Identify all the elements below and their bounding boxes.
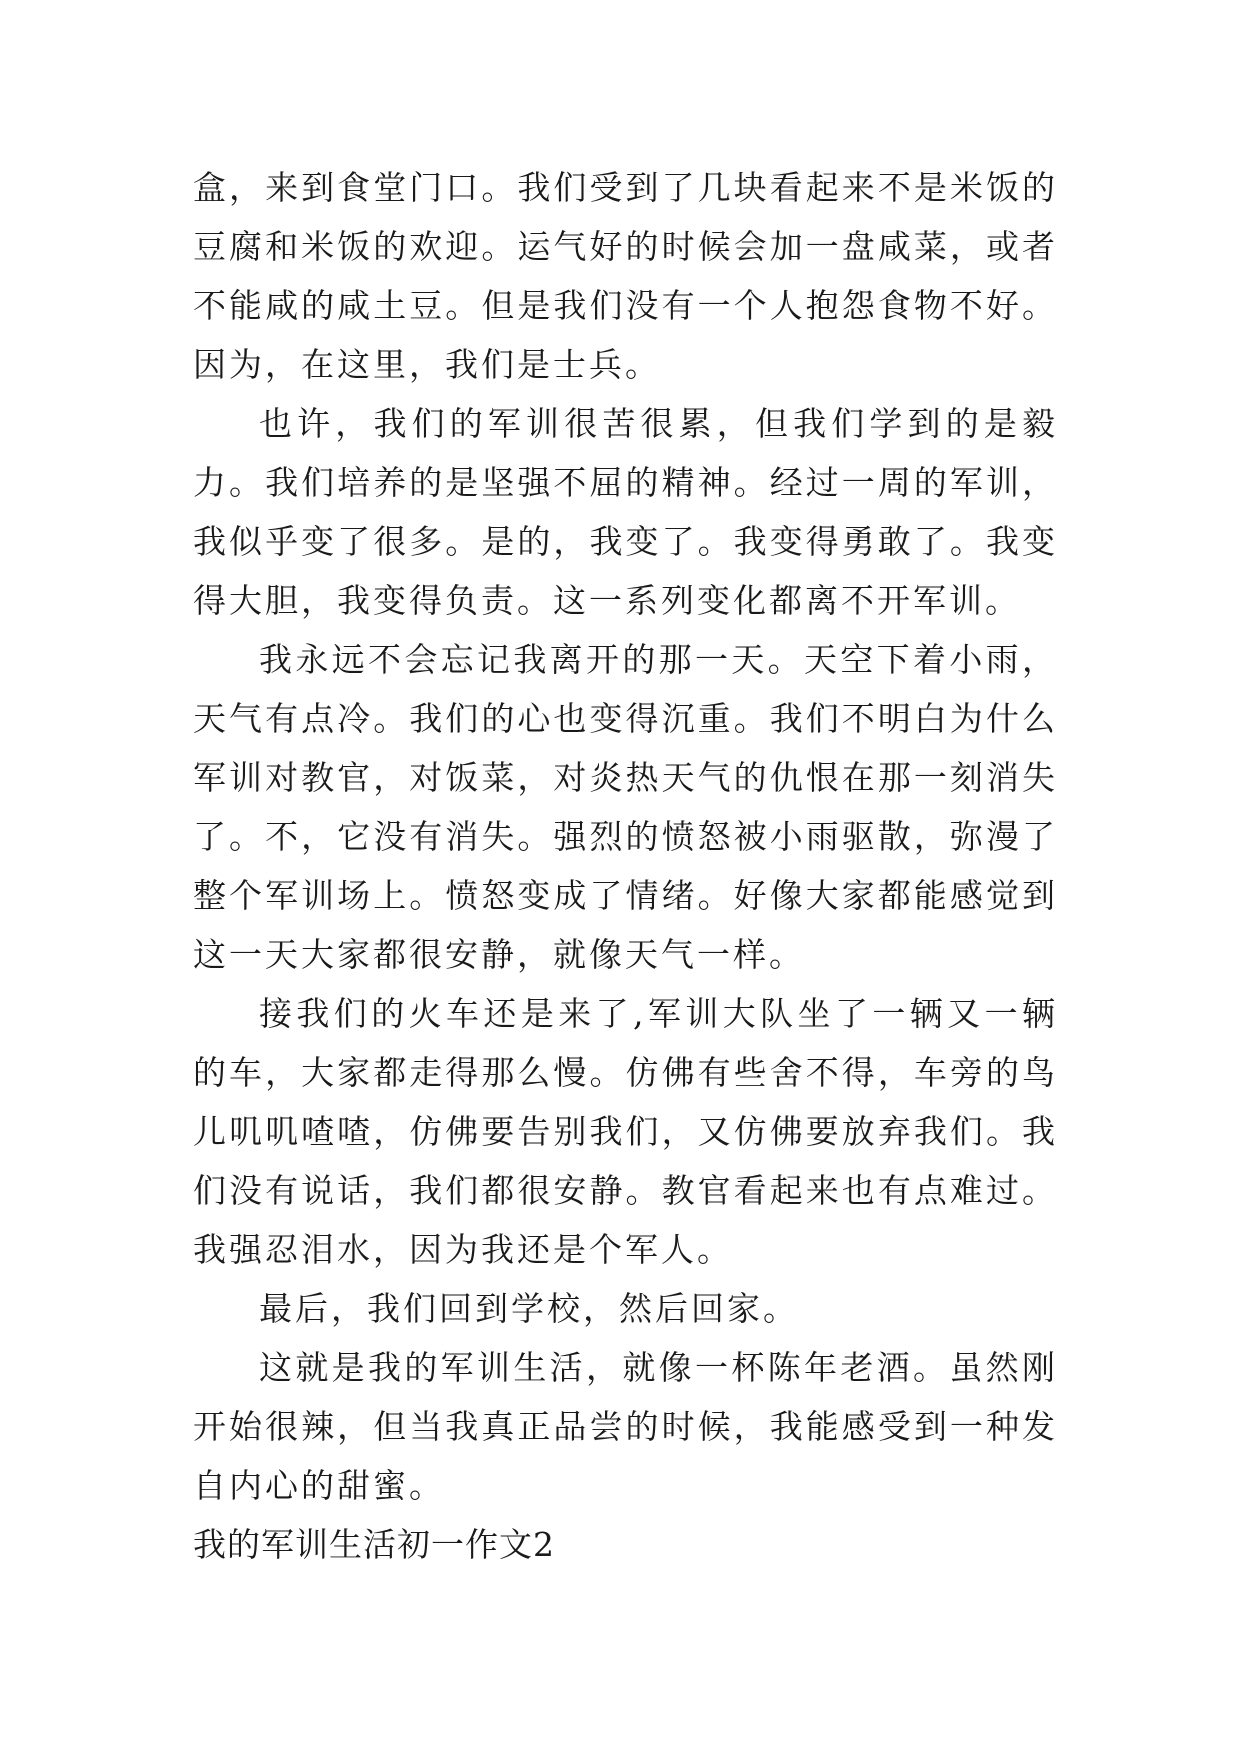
paragraph-4: 接我们的火车还是来了,军训大队坐了一辆又一辆的车，大家都走得那么慢。仿佛有些舍不得，车旁的鸟儿叽叽喳喳，仿佛要告别我们，又仿佛要放弃我们。我们没有说话，我们都很安静。教官看起来也有点难过。我强忍泪水，因为我还是个军人。 bbox=[193, 994, 1058, 1269]
paragraph-5: 最后，我们回到学校，然后回家。 bbox=[259, 1289, 799, 1328]
paragraph-2: 也许，我们的军训很苦很累，但我们学到的是毅力。我们培养的是坚强不屈的精神。经过一周的军训，我似乎变了很多。是的，我变了。我变得勇敢了。我变得大胆，我变得负责。这一系列变化都离不开军训。 bbox=[193, 404, 1058, 620]
paragraph-3: 我永远不会忘记我离开的那一天。天空下着小雨，天气有点冷。我们的心也变得沉重。我们不明白为什么军训对教官，对饭菜，对炎热天气的仇恨在那一刻消失了。不，它没有消失。强烈的愤怒被小雨驱散，弥漫了整个军训场上。愤怒变成了情绪。好像大家都能感觉到这一天大家都很安静，就像天气一样。 bbox=[193, 640, 1058, 974]
paragraph-6: 这就是我的军训生活，就像一杯陈年老酒。虽然刚开始很辣，但当我真正品尝的时候，我能感受到一种发自内心的甜蜜。 bbox=[193, 1348, 1058, 1505]
paragraph-1: 盒，来到食堂门口。我们受到了几块看起来不是米饭的豆腐和米饭的欢迎。运气好的时候会加一盘咸菜，或者不能咸的咸土豆。但是我们没有一个人抱怨食物不好。因为，在这里，我们是士兵。 bbox=[193, 168, 1058, 384]
section-heading: 我的军训生活初一作文2 bbox=[193, 1525, 555, 1564]
document-body bbox=[193, 158, 1058, 1574]
